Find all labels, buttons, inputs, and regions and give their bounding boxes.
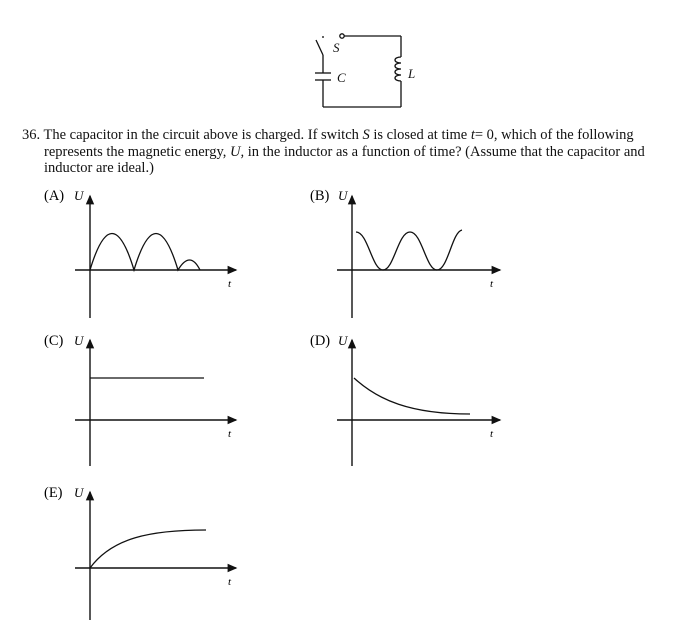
option-a-letter: (A) bbox=[44, 188, 65, 204]
var-u: U, bbox=[230, 143, 245, 160]
option-b-curve bbox=[356, 230, 462, 270]
option-a[interactable] bbox=[44, 188, 236, 318]
option-c-x-label: t bbox=[228, 428, 232, 440]
option-c-letter: (C) bbox=[44, 333, 64, 349]
option-e[interactable] bbox=[44, 485, 236, 620]
option-b-x-label: t bbox=[490, 278, 494, 290]
option-c-y-label: U bbox=[74, 333, 84, 348]
var-s: S bbox=[362, 127, 370, 143]
question-line3: inductor are ideal.) bbox=[44, 160, 154, 177]
option-d-letter: (D) bbox=[310, 333, 331, 349]
option-c[interactable] bbox=[44, 333, 236, 466]
question-number: 36. bbox=[22, 127, 41, 143]
option-a-y-label: U bbox=[74, 188, 84, 203]
option-b[interactable] bbox=[310, 188, 500, 318]
inductor-label: L bbox=[408, 66, 416, 81]
option-a-curve bbox=[90, 234, 200, 271]
option-d-curve bbox=[354, 378, 470, 414]
option-e-letter: (E) bbox=[44, 485, 63, 501]
option-b-y-label: U bbox=[338, 188, 348, 203]
var-t: t bbox=[470, 127, 475, 143]
option-a-x-label: t bbox=[228, 278, 232, 290]
question-eq-zero: = 0, which of the following bbox=[474, 127, 634, 143]
option-b-letter: (B) bbox=[310, 188, 330, 204]
option-d-x-label: t bbox=[490, 428, 494, 440]
switch-label: S bbox=[333, 40, 340, 55]
option-d-y-label: U bbox=[338, 333, 348, 348]
option-e-y-label: U bbox=[74, 485, 84, 500]
question-line2: represents the magnetic energy, bbox=[44, 143, 227, 160]
question-line2b: in the inductor as a function of time? (Assume that the capacitor and bbox=[247, 143, 645, 160]
question-line1b: is closed at time bbox=[373, 127, 468, 143]
option-d[interactable] bbox=[310, 333, 500, 466]
option-e-curve bbox=[90, 530, 206, 568]
question-line1: The capacitor in the circuit above is charged. If switch bbox=[43, 127, 359, 143]
capacitor-label: C bbox=[337, 70, 346, 85]
option-e-x-label: t bbox=[228, 576, 232, 588]
